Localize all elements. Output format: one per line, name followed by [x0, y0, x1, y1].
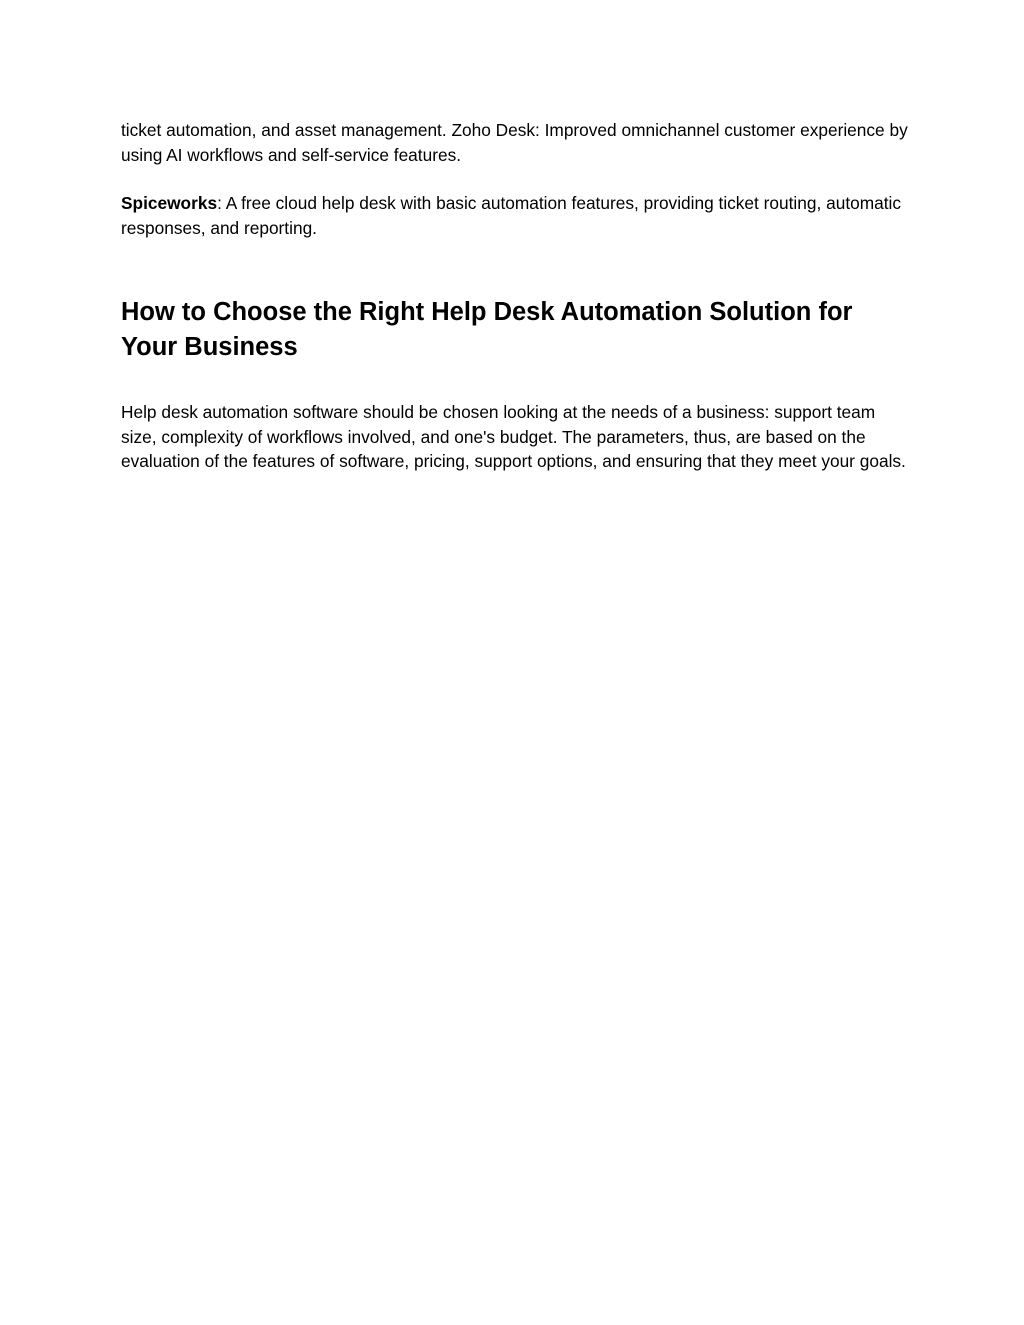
spiceworks-label: Spiceworks [121, 193, 218, 213]
section-heading: How to Choose the Right Help Desk Automation Solution for Your Business [121, 298, 853, 361]
page-content [121, 118, 911, 471]
paragraph-spiceworks [121, 191, 911, 240]
spiceworks-description: : A free cloud help desk with basic automation features, providing ticket routing, automatic responses, and reporting. [121, 193, 902, 238]
paragraph-zoho-desk: ticket automation, and asset management. Zoho Desk: Improved omnichannel customer experience by using AI workflows and self-service features. [121, 120, 908, 165]
paragraph-choose-solution: Help desk automation software should be chosen looking at the needs of a business: support team size, complexity of workflows involved, and one's budget. The parameters, thus, are based on the evaluation of the features of software, pricing, support options, and ensuring that they meet your goals. [121, 402, 906, 471]
